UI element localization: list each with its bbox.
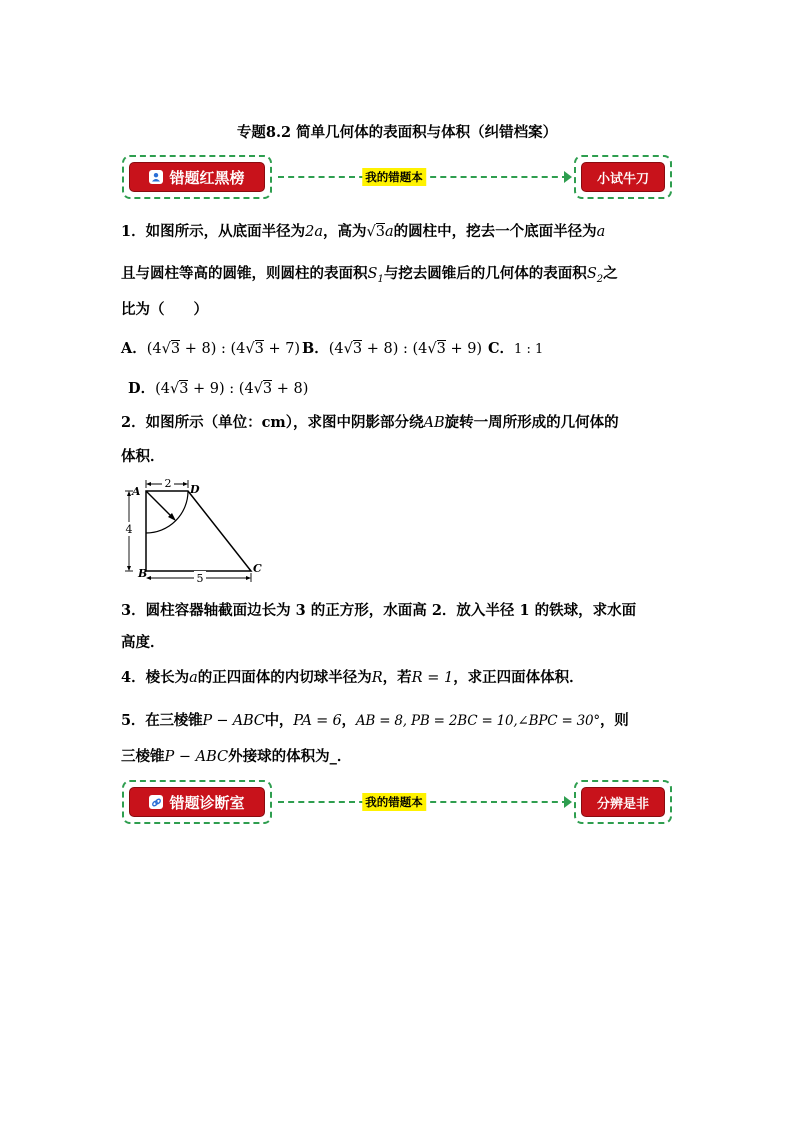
link-icon [149,795,163,809]
question-2-line-1: 2．如图所示（单位：cm），求图中阴影部分绕AB旋转一周所形成的几何体的 [121,414,619,431]
banner-left-frame [122,780,272,824]
option-a[interactable]: A．(4√3 + 8) : (4√3 + 7) [121,340,301,357]
banner-mid-label: 我的错题本 [362,168,426,186]
question-5-line-1: 5．在三棱锥P − ABC中，PA = 6，AB = 8, PB = 2BC = 10,∠BPC = 30°，则 [121,712,629,729]
dim-bottom-label: 5 [196,572,204,585]
question-3-line-1: 3．圆柱容器轴截面边长为 3 的正方形，水面高 2．放入半径 1 的铁球，求水面 [121,602,637,619]
vertex-c-label: C [253,562,262,575]
page-title: 专题8.2 简单几何体的表面积与体积（纠错档案） [236,124,558,141]
banner-left-label: 错题红黑榜 [169,168,245,187]
arrow-right-icon [564,171,572,183]
trapezoid-figure [118,474,268,586]
question-1-line-1: 1．如图所示，从底面半径为2a，高为√3a的圆柱中，挖去一个底面半径为a [121,223,606,240]
option-c[interactable]: C．1 : 1 [488,340,544,357]
vertex-b-label: B [138,567,148,580]
banner-right-button[interactable]: 分辨是非 [581,787,665,817]
banner-left-button[interactable] [129,787,265,817]
question-1-line-2: 且与圆柱等高的圆锥，则圆柱的表面积$S_1$与挖去圆锥后的几何体的表面积$S_2$之 [121,265,618,285]
banner-left-button[interactable] [129,162,265,192]
question-4: 4．棱长为a的正四面体的内切球半径为R，若R = 1，求正四面体体积． [121,669,584,686]
banner-mid-label: 我的错题本 [362,793,426,811]
banner-left-label: 错题诊断室 [169,793,245,812]
option-d[interactable]: D．(4√3 + 9) : (4√3 + 8) [128,380,309,397]
banner-right-button[interactable]: 小试牛刀 [581,162,665,192]
dim-top-label: 2 [164,477,172,490]
banner-left-frame [122,155,272,199]
banner-right-frame [574,780,672,824]
banner-diagnosis [122,780,672,824]
question-2-line-2: 体积． [121,448,165,465]
banner-right-frame [574,155,672,199]
user-icon [149,170,163,184]
vertex-d-label: D [190,483,200,496]
vertex-a-label: A [132,485,141,498]
arrow-right-icon [564,796,572,808]
question-3-line-2: 高度． [121,634,165,651]
banner-wrong-list [122,155,672,199]
option-b[interactable]: B．(4√3 + 8) : (4√3 + 9) [302,340,483,357]
dim-left-label: 4 [125,523,133,536]
question-5-line-2: 三棱锥P − ABC外接球的体积为_． [121,748,352,765]
question-1-line-3: 比为（ ） [121,301,208,318]
